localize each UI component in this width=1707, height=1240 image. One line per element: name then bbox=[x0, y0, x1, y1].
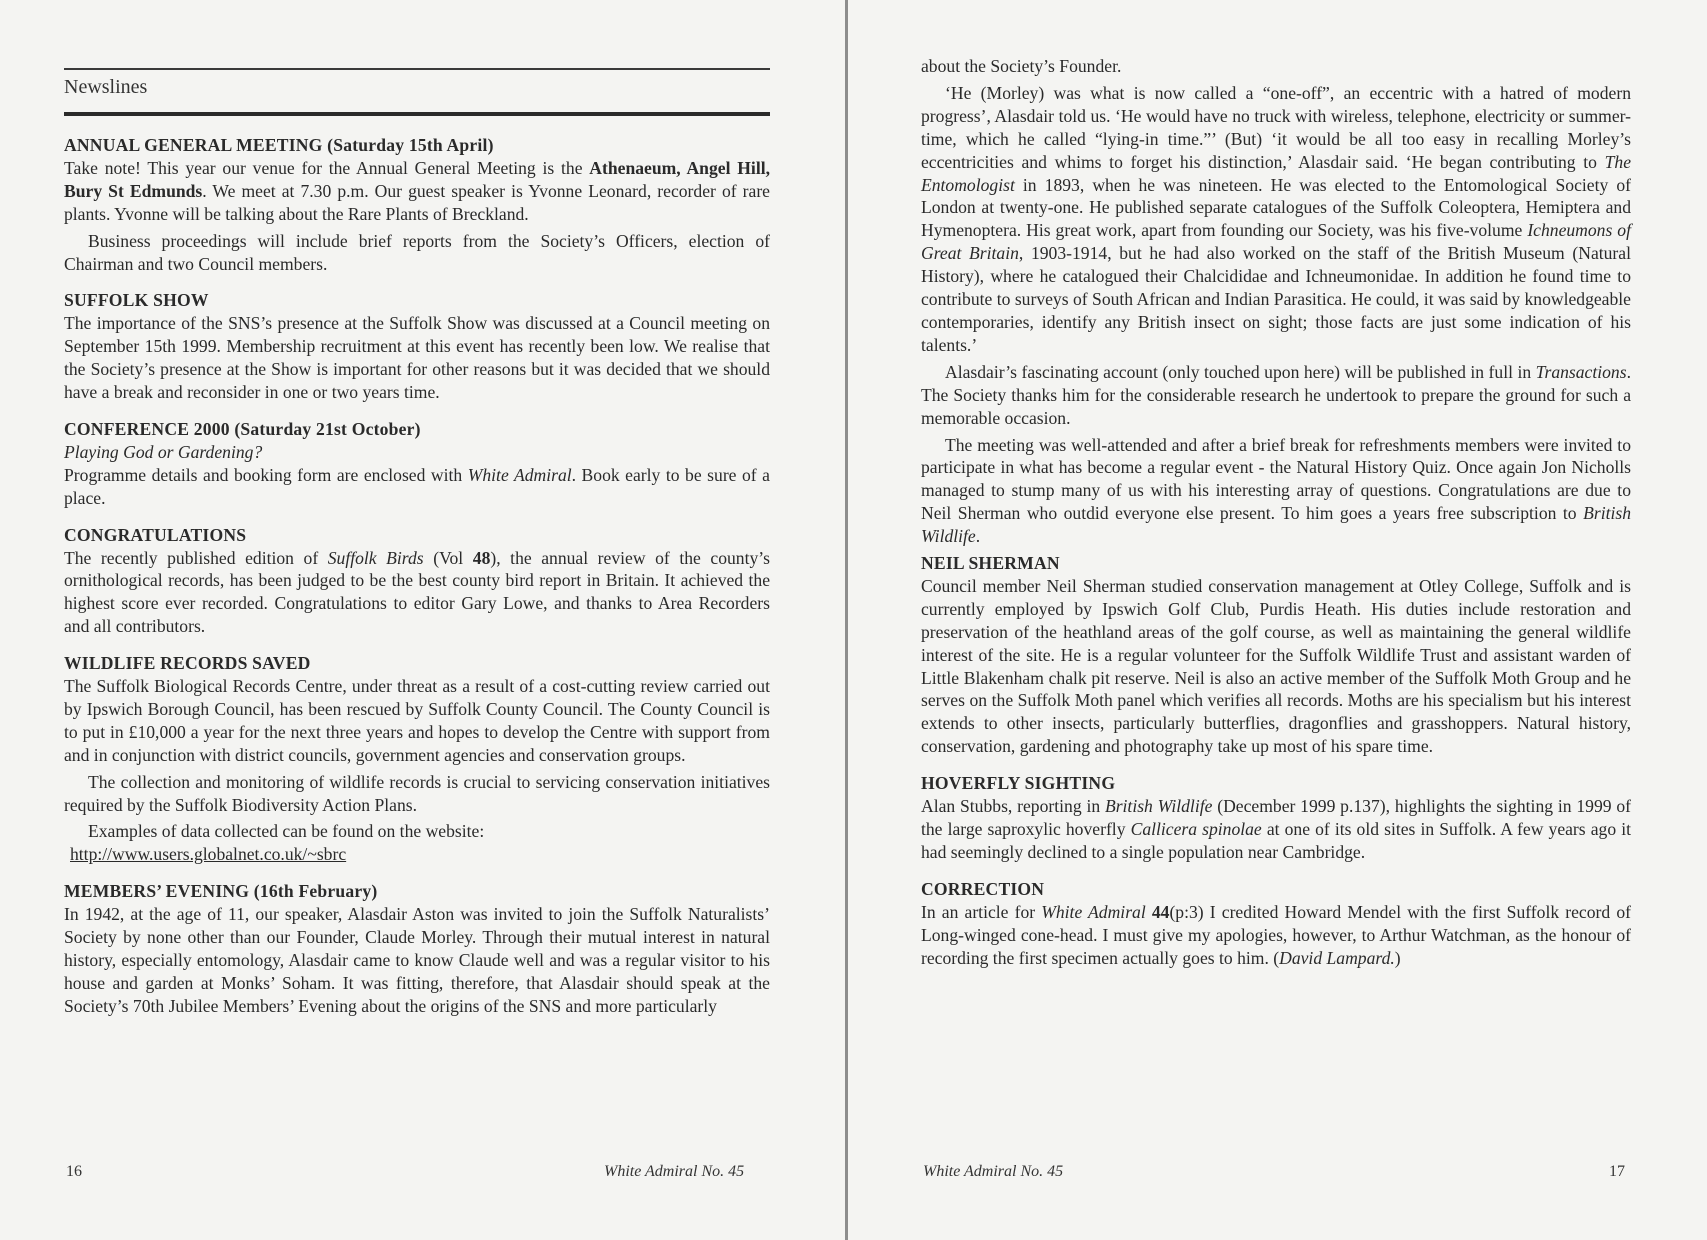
hoverfly-text: Alan Stubbs, reporting in bbox=[921, 796, 1105, 817]
congrats-text-3: ), the annual review of the county’s ornithological records, has been judged to be the best county bird report in Britain. It achieved the highest score ever recorded. Congratulations to editor Gary Lowe, and thanks to Area Recorders and all contributors. bbox=[64, 547, 770, 637]
records-paragraph-3: Examples of data collected can be found on the website: bbox=[88, 821, 485, 842]
members-paragraph: In 1942, at the age of 11, our speaker, Alasdair Aston was invited to join the Suffolk Naturalists’ Society by none other than our Founder, Claude Morley. Through their mutual interest in natural history, especially entomology, Alasdair came to know Claude well and was a regular visitor to his house and garden at Monks’ Soham. It was fitting, therefore, that Alasdair should speak at the Society’s 70th Jubilee Members’ Evening about the origins of the SNS and more particularly bbox=[64, 904, 770, 1016]
agm-text: Take note! This year our venue for the Annual General Meeting is the bbox=[64, 157, 590, 178]
quiz-text: The meeting was well-attended and after a brief break for refreshments members were invited to participate in what has become a regular event - the Natural History Quiz. Once again Jon Nicholls managed to stump many of us with his interesting array of questions. Congratulations are due to Neil Sherman who outdid everyone else present. To him goes a years free subscription to bbox=[921, 434, 1631, 524]
show-heading: SUFFOLK SHOW bbox=[64, 290, 209, 311]
section-neil-sherman bbox=[921, 552, 1631, 758]
hoverfly-species: Callicera spinolae bbox=[1130, 819, 1262, 839]
continuation-line: about the Society’s Founder. bbox=[921, 56, 1122, 76]
correction-author: David Lampard. bbox=[1279, 947, 1395, 968]
conference-text-2: . Book early to be sure of a place. bbox=[64, 464, 770, 508]
conference-text: Programme details and booking form are enclosed with bbox=[64, 464, 468, 485]
records-heading: WILDLIFE RECORDS SAVED bbox=[64, 653, 311, 674]
correction-paragraph bbox=[921, 901, 1631, 970]
records-paragraph-2: The collection and monitoring of wildlife records is crucial to servicing conservation initiatives required by the Suffolk Biodiversity Action Plans. bbox=[64, 771, 770, 815]
congrats-paragraph bbox=[64, 547, 770, 639]
conference-magazine: White Admiral bbox=[467, 464, 572, 485]
right-column bbox=[921, 55, 1631, 983]
congrats-heading: CONGRATULATIONS bbox=[64, 524, 247, 545]
section-agm bbox=[64, 134, 770, 275]
morley-journal: The Entomologist bbox=[921, 151, 1631, 195]
morley-text-2: in 1893, when he was nineteen. He was elected to the Entomological Society of London at twenty-one. He published separate catalogues of the Suffolk Coleoptera, Hemiptera and Hymenoptera. His great work, apart from founding our Society, was his five-volume bbox=[921, 174, 1631, 241]
section-members-evening bbox=[64, 880, 770, 1017]
agm-venue: Athenaeum, Angel Hill, Bury St Edmunds bbox=[64, 157, 770, 201]
morley-book: Ichneumons of Great Britain bbox=[921, 220, 1631, 264]
morley-paragraph-1 bbox=[921, 82, 1631, 357]
hoverfly-heading: HOVERFLY SIGHTING bbox=[921, 773, 1116, 794]
morley-text: ‘He (Morley) was what is now called a “one-off”, an eccentric with a hatred of modern progress’, Alasdair told us. ‘He would have no truck with wireless, telephone, electricity or summer-time, which he called “lying-in time.”’ (But) ‘it would be all too easy in recalling Morley’s eccentricities and whims to forget his distinction,’ Alasdair said. ‘He began contributing to bbox=[921, 82, 1631, 172]
conference-subtitle bbox=[64, 441, 770, 464]
footer-title-left: White Admiral No. 45 bbox=[604, 1163, 745, 1180]
page-number-right: 17 bbox=[1609, 1163, 1625, 1180]
running-header-title: Newslines bbox=[64, 76, 148, 98]
section-hoverfly bbox=[921, 772, 1631, 864]
congrats-volume: 48 bbox=[472, 547, 491, 568]
correction-text-3: ) bbox=[1394, 947, 1401, 968]
hoverfly-text-3: at one of its old sites in Suffolk. A few years ago it had seemingly declined to a single population near Cambridge. bbox=[921, 819, 1631, 862]
correction-issue: 44 bbox=[1151, 901, 1170, 922]
correction-text-2: (p:3) I credited Howard Mendel with the first Suffolk record of Long-winged cone-head. I must give my apologies, however, to Arthur Watchman, as the honour of recording the first specimen actually goes to him. ( bbox=[921, 901, 1631, 968]
members-heading: MEMBERS’ EVENING (16th February) bbox=[64, 881, 378, 902]
morley-p2-text: Alasdair’s fascinating account (only touched upon here) will be published in full in bbox=[945, 361, 1536, 382]
quiz-text-2: . bbox=[975, 526, 981, 547]
conference-paragraph bbox=[64, 464, 770, 510]
hoverfly-text-2: (December 1999 p.137), highlights the sighting in 1999 of the large saproxylic hoverfly bbox=[921, 796, 1632, 839]
correction-text: In an article for bbox=[921, 901, 1042, 922]
quiz-magazine: British Wildlife bbox=[921, 503, 1631, 547]
running-header bbox=[64, 68, 770, 116]
conference-heading: CONFERENCE 2000 (Saturday 21st October) bbox=[64, 418, 421, 439]
agm-paragraph-2: Business proceedings will include brief reports from the Society’s Officers, election of Chairman and two Council members. bbox=[64, 230, 770, 274]
left-column bbox=[64, 68, 770, 1032]
hoverfly-magazine: British Wildlife bbox=[1104, 796, 1213, 817]
morley-paragraph-2 bbox=[921, 361, 1631, 430]
section-conference bbox=[64, 418, 770, 510]
morley-paragraph-3 bbox=[921, 434, 1631, 549]
congrats-text-2: (Vol bbox=[423, 547, 473, 568]
footer-title-right: White Admiral No. 45 bbox=[923, 1163, 1064, 1180]
records-website-link[interactable]: http://www.users.globalnet.co.uk/~sbrc bbox=[70, 844, 347, 865]
agm-text-2: . We meet at 7.30 p.m. Our guest speaker is Yvonne Leonard, recorder of rare plants. Yvonne will be talking about the Rare Plants of Breckland. bbox=[64, 180, 770, 224]
section-wildlife-records bbox=[64, 652, 770, 866]
morley-transactions: Transactions bbox=[1535, 361, 1627, 382]
section-correction bbox=[921, 878, 1631, 970]
section-suffolk-show bbox=[64, 289, 770, 404]
agm-paragraph-1 bbox=[64, 157, 770, 226]
page-number-left: 16 bbox=[66, 1163, 82, 1180]
records-paragraph-1: The Suffolk Biological Records Centre, under threat as a result of a cost-cutting review carried out by Ipswich Borough Council, has been rescued by Suffolk County Council. The County Council is to put in £10,000 a year for the next three years and hopes to develop the Centre with support from and in conjunction with district councils, government agencies and conservation groups. bbox=[64, 676, 770, 765]
conference-subtitle-text: Playing God or Gardening? bbox=[64, 441, 263, 462]
section-congratulations bbox=[64, 524, 770, 639]
correction-magazine: White Admiral bbox=[1041, 901, 1146, 922]
congrats-text: The recently published edition of bbox=[64, 547, 328, 568]
morley-p2-text-2: . The Society thanks him for the considerable research he undertook to prepare the ground for such a memorable occasion. bbox=[921, 361, 1631, 428]
hoverfly-paragraph bbox=[921, 795, 1631, 864]
agm-heading: ANNUAL GENERAL MEETING (Saturday 15th April) bbox=[64, 135, 494, 155]
correction-heading: CORRECTION bbox=[921, 878, 1045, 899]
sherman-paragraph: Council member Neil Sherman studied conservation management at Otley College, Suffolk and is currently employed by Ipswich Golf Club, Purdis Heath. His duties include restoration and preservation of the heathland areas of the golf course, as well as maintaining the general wildlife interest of the site. He is a regular volunteer for the Suffolk Wildlife Trust and assistant warden of Little Blakenham chalk pit reserve. Neil is also an active member of the Suffolk Moth Group and he serves on the Suffolk Moth panel which verifies all records. Moths are his specialism but his interest extends to other insects, particularly butterflies, dragonflies and grasshoppers. Natural history, conservation, gardening and photography take up most of his spare time. bbox=[921, 575, 1631, 757]
morley-text-3: , 1903-1914, but he had also worked on the staff of the British Museum (Natural History), where he catalogued their Chalcididae and Ichneumonidae. In addition he found time to contribute to surveys of South African and Indian Parasitica. He could, it was said by knowledgeable contemporaries, identify any British insect on sight; those facts are just some indication of his talents.’ bbox=[921, 243, 1631, 355]
congrats-title: Suffolk Birds bbox=[327, 547, 424, 568]
show-paragraph: The importance of the SNS’s presence at the Suffolk Show was discussed at a Council meeting on September 15th 1999. Membership recruitment at this event has recently been low. We realise that the Society’s presence at the Show is important for other reasons but it was decided that we should have a break and reconsider in one or two years time. bbox=[64, 313, 770, 403]
sherman-heading: NEIL SHERMAN bbox=[921, 553, 1060, 574]
